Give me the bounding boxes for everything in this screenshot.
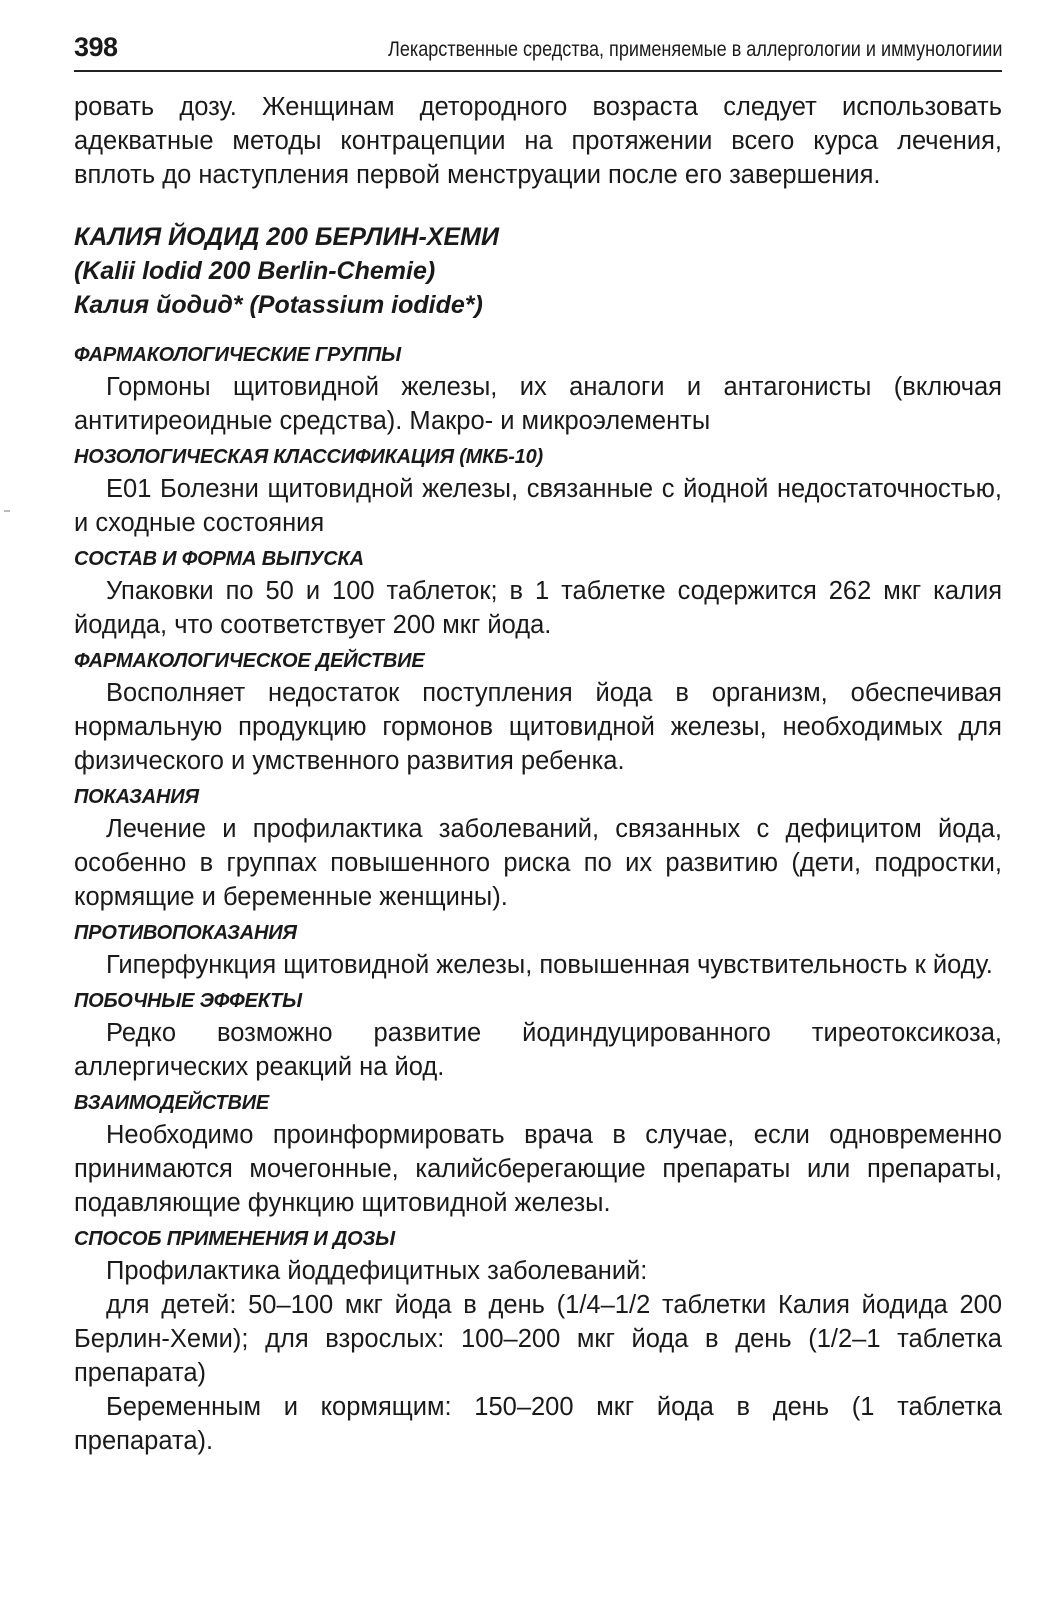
section-paragraph: Е01 Болезни щитовидной железы, связанные с йодной недостаточностью, и сходные состояния xyxy=(74,475,1002,537)
section-heading: НОЗОЛОГИЧЕСКАЯ КЛАССИФИКАЦИЯ (МКБ-10) xyxy=(74,446,543,468)
section-paragraph: Восполняет недостаток поступления йода в организм, обеспечивая нормальную продукцию гормонов щитовидной железы, необходимых для физического и умственного развития ребенка. xyxy=(74,679,1002,775)
section-paragraph: для детей: 50–100 мкг йода в день (1/4–1/2 таблетки Калия йодида 200 Берлин-Хеми); для взрослых: 100–200 мкг йода в день (1/2–1 таблетка препарата) xyxy=(74,1291,1002,1387)
drug-title-ru: КАЛИЯ ЙОДИД 200 БЕРЛИН-ХЕМИ xyxy=(74,223,499,251)
running-title: Лекарственные средства, применяемые в аллергологии и иммунологиии xyxy=(387,38,1002,61)
scan-artifact xyxy=(4,510,10,512)
section-heading: ПОБОЧНЫЕ ЭФФЕКТЫ xyxy=(74,990,302,1012)
main-content xyxy=(74,90,1002,1462)
section-contraindications xyxy=(74,918,1002,982)
section-heading: СПОСОБ ПРИМЕНЕНИЯ И ДОЗЫ xyxy=(74,1228,395,1250)
section-paragraph: Профилактика йоддефицитных заболеваний: xyxy=(106,1257,648,1285)
section-composition xyxy=(74,544,1002,642)
continuation-paragraph: ровать дозу. Женщинам детородного возраста следует использовать адекватные методы контрацепции на протяжении всего курса лечения, вплоть до наступления первой менструации после его завершения. xyxy=(74,93,1002,189)
section-heading: ВЗАИМОДЕЙСТВИЕ xyxy=(74,1092,270,1114)
section-indications xyxy=(74,782,1002,914)
drug-inn: Калия йодид* (Potassium iodide*) xyxy=(74,291,483,319)
section-paragraph: Редко возможно развитие йодиндуцированного тиреотоксикоза, аллергических реакций на йод. xyxy=(74,1019,1002,1081)
section-paragraph: Гиперфункция щитовидной железы, повышенная чувствительность к йоду. xyxy=(106,951,993,979)
section-paragraph: Гормоны щитовидной железы, их аналоги и антагонисты (включая антитиреоидные средства). Макро- и микроэлементы xyxy=(74,373,1002,435)
section-pharmacological-action xyxy=(74,646,1002,778)
section-paragraph: Необходимо проинформировать врача в случае, если одновременно принимаются мочегонные, калийсберегающие препараты или препараты, подавляющие функцию щитовидной железы. xyxy=(74,1121,1002,1217)
page-header xyxy=(74,30,1002,72)
page-number: 398 xyxy=(74,32,118,62)
section-heading: ПРОТИВОПОКАЗАНИЯ xyxy=(74,922,297,944)
section-paragraph: Беременным и кормящим: 150–200 мкг йода в день (1 таблетка препарата). xyxy=(74,1393,1002,1455)
drug-title-block xyxy=(74,220,1002,322)
section-nosological-classification xyxy=(74,442,1002,540)
section-paragraph: Упаковки по 50 и 100 таблеток; в 1 таблетке содержится 262 мкг калия йодида, что соответствует 200 мкг йода. xyxy=(74,577,1002,639)
drug-title-lat: (Kalii lodid 200 Berlin-Chemie) xyxy=(74,257,436,285)
section-heading: ФАРМАКОЛОГИЧЕСКОЕ ДЕЙСТВИЕ xyxy=(74,650,425,672)
section-heading: СОСТАВ И ФОРМА ВЫПУСКА xyxy=(74,548,364,570)
section-heading: ФАРМАКОЛОГИЧЕСКИЕ ГРУППЫ xyxy=(74,344,401,366)
section-dosage xyxy=(74,1224,1002,1458)
section-heading: ПОКАЗАНИЯ xyxy=(74,786,199,808)
section-paragraph: Лечение и профилактика заболеваний, связанных с дефицитом йода, особенно в группах повышенного риска по их развитию (дети, подростки, кормящие и беременные женщины). xyxy=(74,815,1002,911)
section-interactions xyxy=(74,1088,1002,1220)
section-side-effects xyxy=(74,986,1002,1084)
section-pharmacological-groups xyxy=(74,340,1002,438)
